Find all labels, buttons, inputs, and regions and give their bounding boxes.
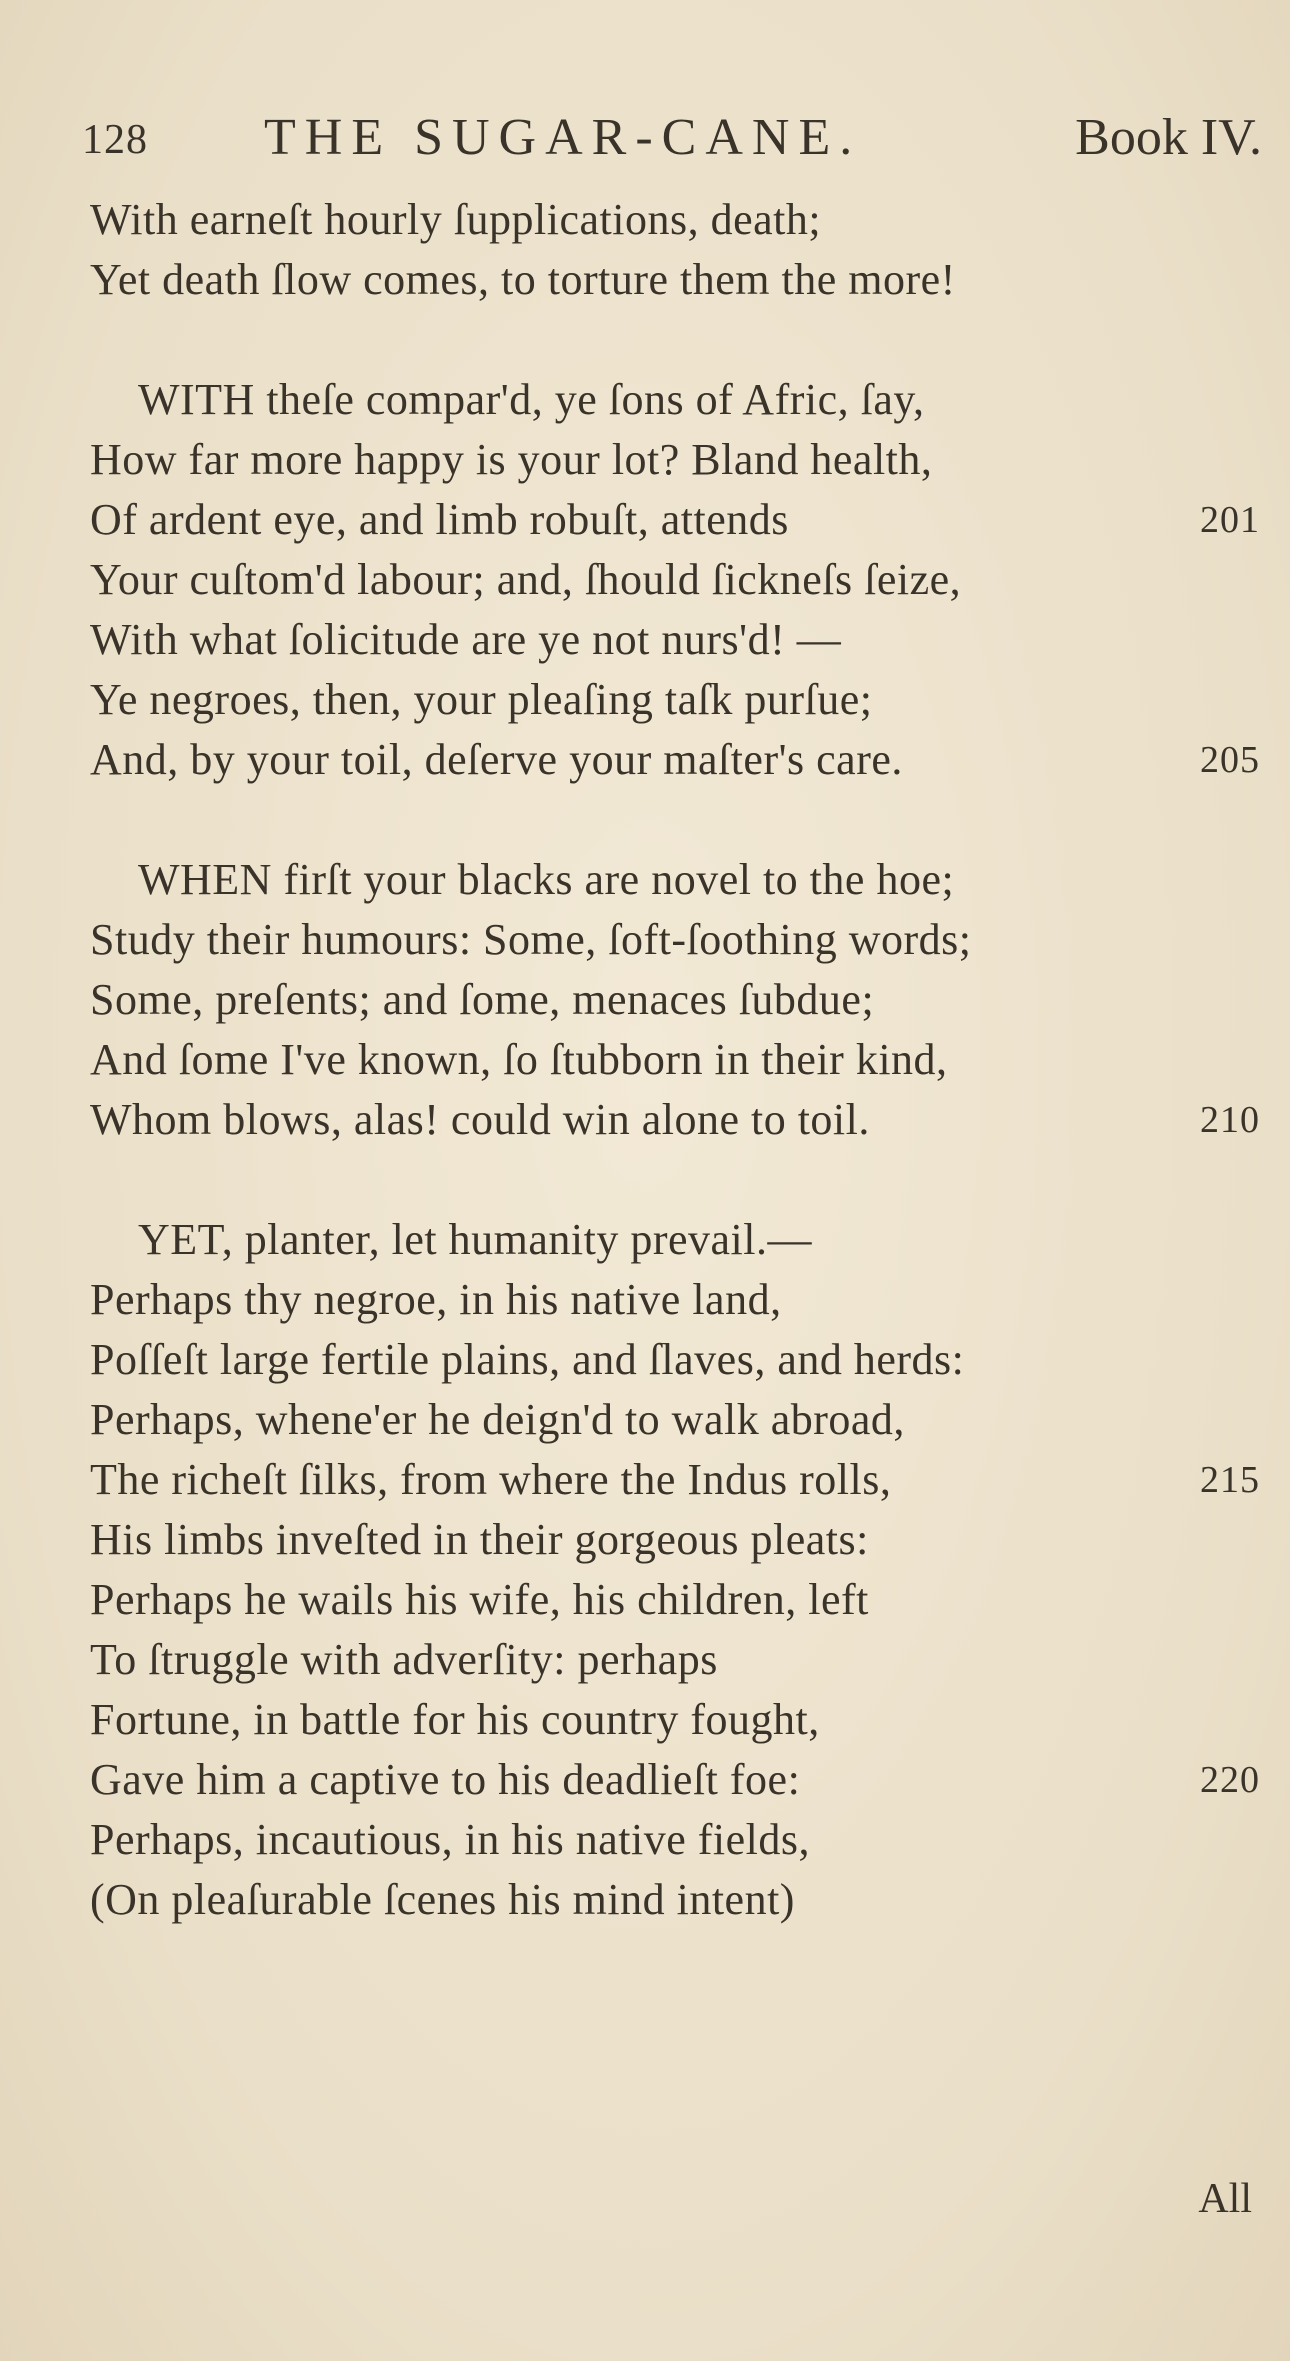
verse-text: (On pleaſurable ſcenes his mind intent): [90, 1875, 795, 1924]
verse-line: [90, 1630, 1260, 1690]
verse-line: [90, 370, 1260, 430]
verse-line: [90, 730, 1260, 790]
verse-text: Yet death ſlow comes, to torture them the more!: [90, 255, 956, 304]
verse-line: [90, 1690, 1260, 1750]
verse-line: [90, 1330, 1260, 1390]
verse-line: [90, 190, 1260, 250]
verse-text: Study their humours: Some, ſoft-ſoothing words;: [90, 915, 972, 964]
verse-line: [90, 1270, 1260, 1330]
stanza-gap: [90, 790, 1260, 850]
poem-text: [90, 190, 1260, 1930]
running-title: THE SUGAR-CANE.: [264, 109, 862, 166]
verse-text: Poſſeſt large fertile plains, and ſlaves, and herds:: [90, 1335, 965, 1384]
verse-text: And ſome I've known, ſo ſtubborn in their kind,: [90, 1035, 948, 1084]
catchword: All: [1198, 2176, 1252, 2222]
line-number: 205: [1200, 739, 1260, 781]
page-header: [82, 108, 1262, 188]
verse-text: Fortune, in battle for his country fought,: [90, 1695, 820, 1744]
line-number: 220: [1200, 1759, 1260, 1801]
verse-line: [90, 430, 1260, 490]
line-number: 215: [1200, 1459, 1260, 1501]
verse-line: [90, 1450, 1260, 1510]
line-number: 201: [1200, 499, 1260, 541]
verse-line: [90, 1870, 1260, 1930]
verse-line: [90, 1390, 1260, 1450]
verse-line: [90, 1510, 1260, 1570]
verse-line: [90, 670, 1260, 730]
verse-line: [90, 1030, 1260, 1090]
verse-text: Some, preſents; and ſome, menaces ſubdue;: [90, 975, 875, 1024]
verse-line: [90, 1210, 1260, 1270]
verse-line: [90, 1750, 1260, 1810]
verse-text: Perhaps, incautious, in his native fields,: [90, 1815, 810, 1864]
verse-line: [90, 1570, 1260, 1630]
verse-line: [90, 970, 1260, 1030]
verse-text: Perhaps thy negroe, in his native land,: [90, 1275, 782, 1324]
verse-text: Perhaps, whene'er he deign'd to walk abroad,: [90, 1395, 905, 1444]
verse-line: [90, 550, 1260, 610]
verse-line: [90, 1810, 1260, 1870]
verse-text: His limbs inveſted in their gorgeous pleats:: [90, 1515, 869, 1564]
stanza-gap: [90, 310, 1260, 370]
verse-text: Of ardent eye, and limb robuſt, attends: [90, 495, 789, 544]
page-number: 128: [82, 117, 148, 163]
verse-text: Perhaps he wails his wife, his children, left: [90, 1575, 869, 1624]
verse-line: [90, 610, 1260, 670]
verse-line: [90, 910, 1260, 970]
verse-line: [90, 250, 1260, 310]
verse-line: [90, 1090, 1260, 1150]
verse-text: YET, planter, let humanity prevail.—: [138, 1215, 813, 1264]
verse-text: And, by your toil, deſerve your maſter's care.: [90, 735, 903, 784]
stanza-gap: [90, 1150, 1260, 1210]
verse-text: To ſtruggle with adverſity: perhaps: [90, 1635, 718, 1684]
verse-text: With what ſolicitude are ye not nurs'd! —: [90, 615, 842, 664]
book-label: Book IV.: [1075, 109, 1262, 166]
verse-text: WITH theſe compar'd, ye ſons of Afric, ſay,: [138, 375, 925, 424]
verse-text: Your cuſtom'd labour; and, ſhould ſickneſs ſeize,: [90, 555, 962, 604]
verse-text: Ye negroes, then, your pleaſing taſk purſue;: [90, 675, 873, 724]
verse-text: The richeſt ſilks, from where the Indus rolls,: [90, 1455, 892, 1504]
verse-text: Whom blows, alas! could win alone to toil.: [90, 1095, 870, 1144]
verse-text: WHEN firſt your blacks are novel to the hoe;: [138, 855, 955, 904]
verse-line: [90, 850, 1260, 910]
line-number: 210: [1200, 1099, 1260, 1141]
verse-text: How far more happy is your lot? Bland health,: [90, 435, 933, 484]
verse-text: Gave him a captive to his deadlieſt foe:: [90, 1755, 801, 1804]
verse-text: With earneſt hourly ſupplications, death;: [90, 195, 822, 244]
verse-line: [90, 490, 1260, 550]
